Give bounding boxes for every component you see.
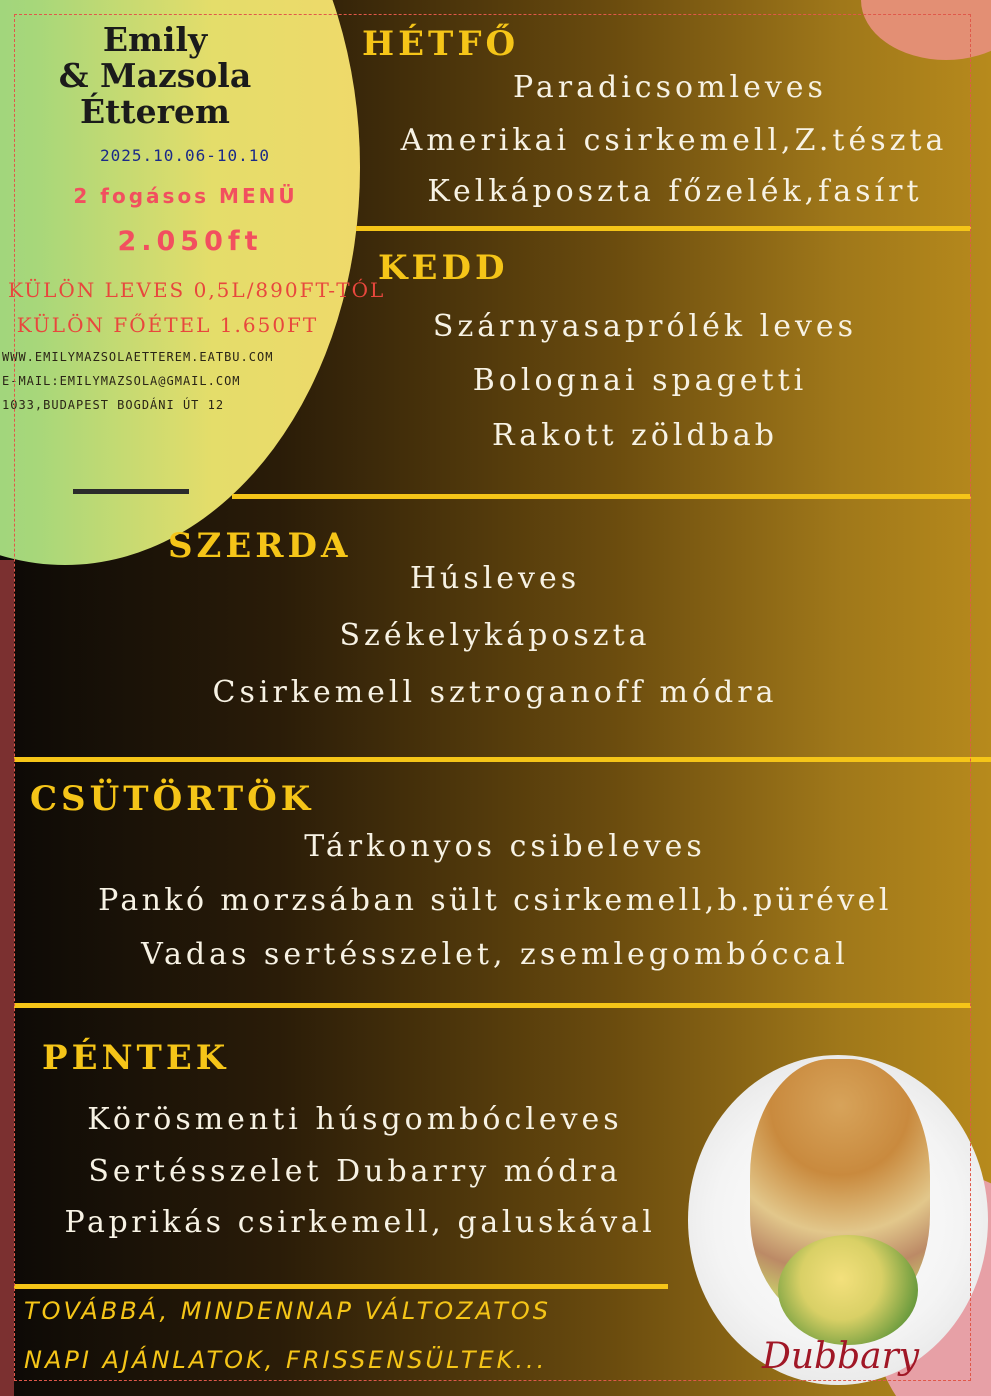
extra-main-price: KÜLÖN FŐÉTEL 1.650FT: [16, 313, 319, 337]
tuesday-item-1: Szárnyasaprólék leves: [432, 309, 858, 344]
menu-label: 2 fogásos MENÜ: [73, 184, 298, 208]
thursday-item-2: Pankó morzsában sült csirkemell,b.pürével: [98, 883, 892, 918]
address: 1033,BUDAPEST BOGDÁNI ÚT 12: [2, 398, 225, 412]
friday-item-2: Sertésszelet Dubarry módra: [88, 1154, 622, 1189]
restaurant-name-line1: Emily: [102, 20, 208, 59]
restaurant-name-line2: & Mazsola: [58, 56, 252, 95]
tuesday-item-3: Rakott zöldbab: [491, 418, 778, 453]
monday-item-1: Paradicsomleves: [513, 70, 827, 105]
friday-item-3: Paprikás csirkemell, galuskával: [64, 1205, 656, 1240]
friday-item-1: Körösmenti húsgombócleves: [87, 1102, 623, 1137]
thursday-item-3: Vadas sertésszelet, zsemlegombóccal: [141, 937, 849, 972]
day-title-thursday: CSÜTÖRTÖK: [30, 779, 315, 819]
divider-2: [232, 494, 971, 499]
restaurant-logo: [45, 22, 265, 130]
corner-decoration-top: [861, 0, 991, 60]
email: E-MAIL:EMILYMAZSOLA@GMAIL.COM: [2, 374, 241, 388]
divider-5: [14, 1284, 668, 1289]
thursday-item-1: Tárkonyos csibeleves: [304, 829, 706, 864]
divider-3: [14, 757, 991, 762]
day-title-friday: PÉNTEK: [42, 1038, 230, 1078]
monday-item-3: Kelkáposzta főzelék,fasírt: [427, 174, 923, 209]
day-title-monday: HÉTFŐ: [362, 24, 520, 64]
extra-soup-price: KÜLÖN LEVES 0,5L/890FT-TÓL: [8, 278, 386, 302]
monday-item-2: Amerikai csirkemell,Z.tészta: [400, 123, 948, 158]
website: WWW.EMILYMAZSOLAETTEREM.EATBU.COM: [2, 350, 274, 364]
wednesday-item-1: Húsleves: [409, 561, 581, 596]
footer-line-2: NAPI AJÁNLATOK, FRISSENSÜLTEK...: [24, 1346, 548, 1374]
divider-1: [356, 226, 971, 231]
tuesday-item-2: Bolognai spagetti: [472, 363, 808, 398]
dish-side: [778, 1235, 918, 1345]
day-title-tuesday: KEDD: [378, 248, 509, 288]
divider-4: [14, 1003, 971, 1008]
wednesday-item-3: Csirkemell sztroganoff módra: [212, 675, 778, 710]
menu-dates: 2025.10.06-10.10: [99, 146, 271, 165]
left-edge-strip: [0, 560, 14, 1396]
day-title-wednesday: SZERDA: [168, 526, 352, 566]
menu-price: 2.050ft: [117, 226, 263, 257]
dish-photo-caption: Dubbary: [762, 1336, 920, 1377]
footer-line-1: TOVÁBBÁ, MINDENNAP VÁLTOZATOS: [24, 1297, 552, 1325]
wednesday-item-2: Székelykáposzta: [339, 618, 651, 653]
restaurant-name-line3: Étterem: [80, 92, 230, 131]
decorative-dash: [73, 489, 189, 494]
